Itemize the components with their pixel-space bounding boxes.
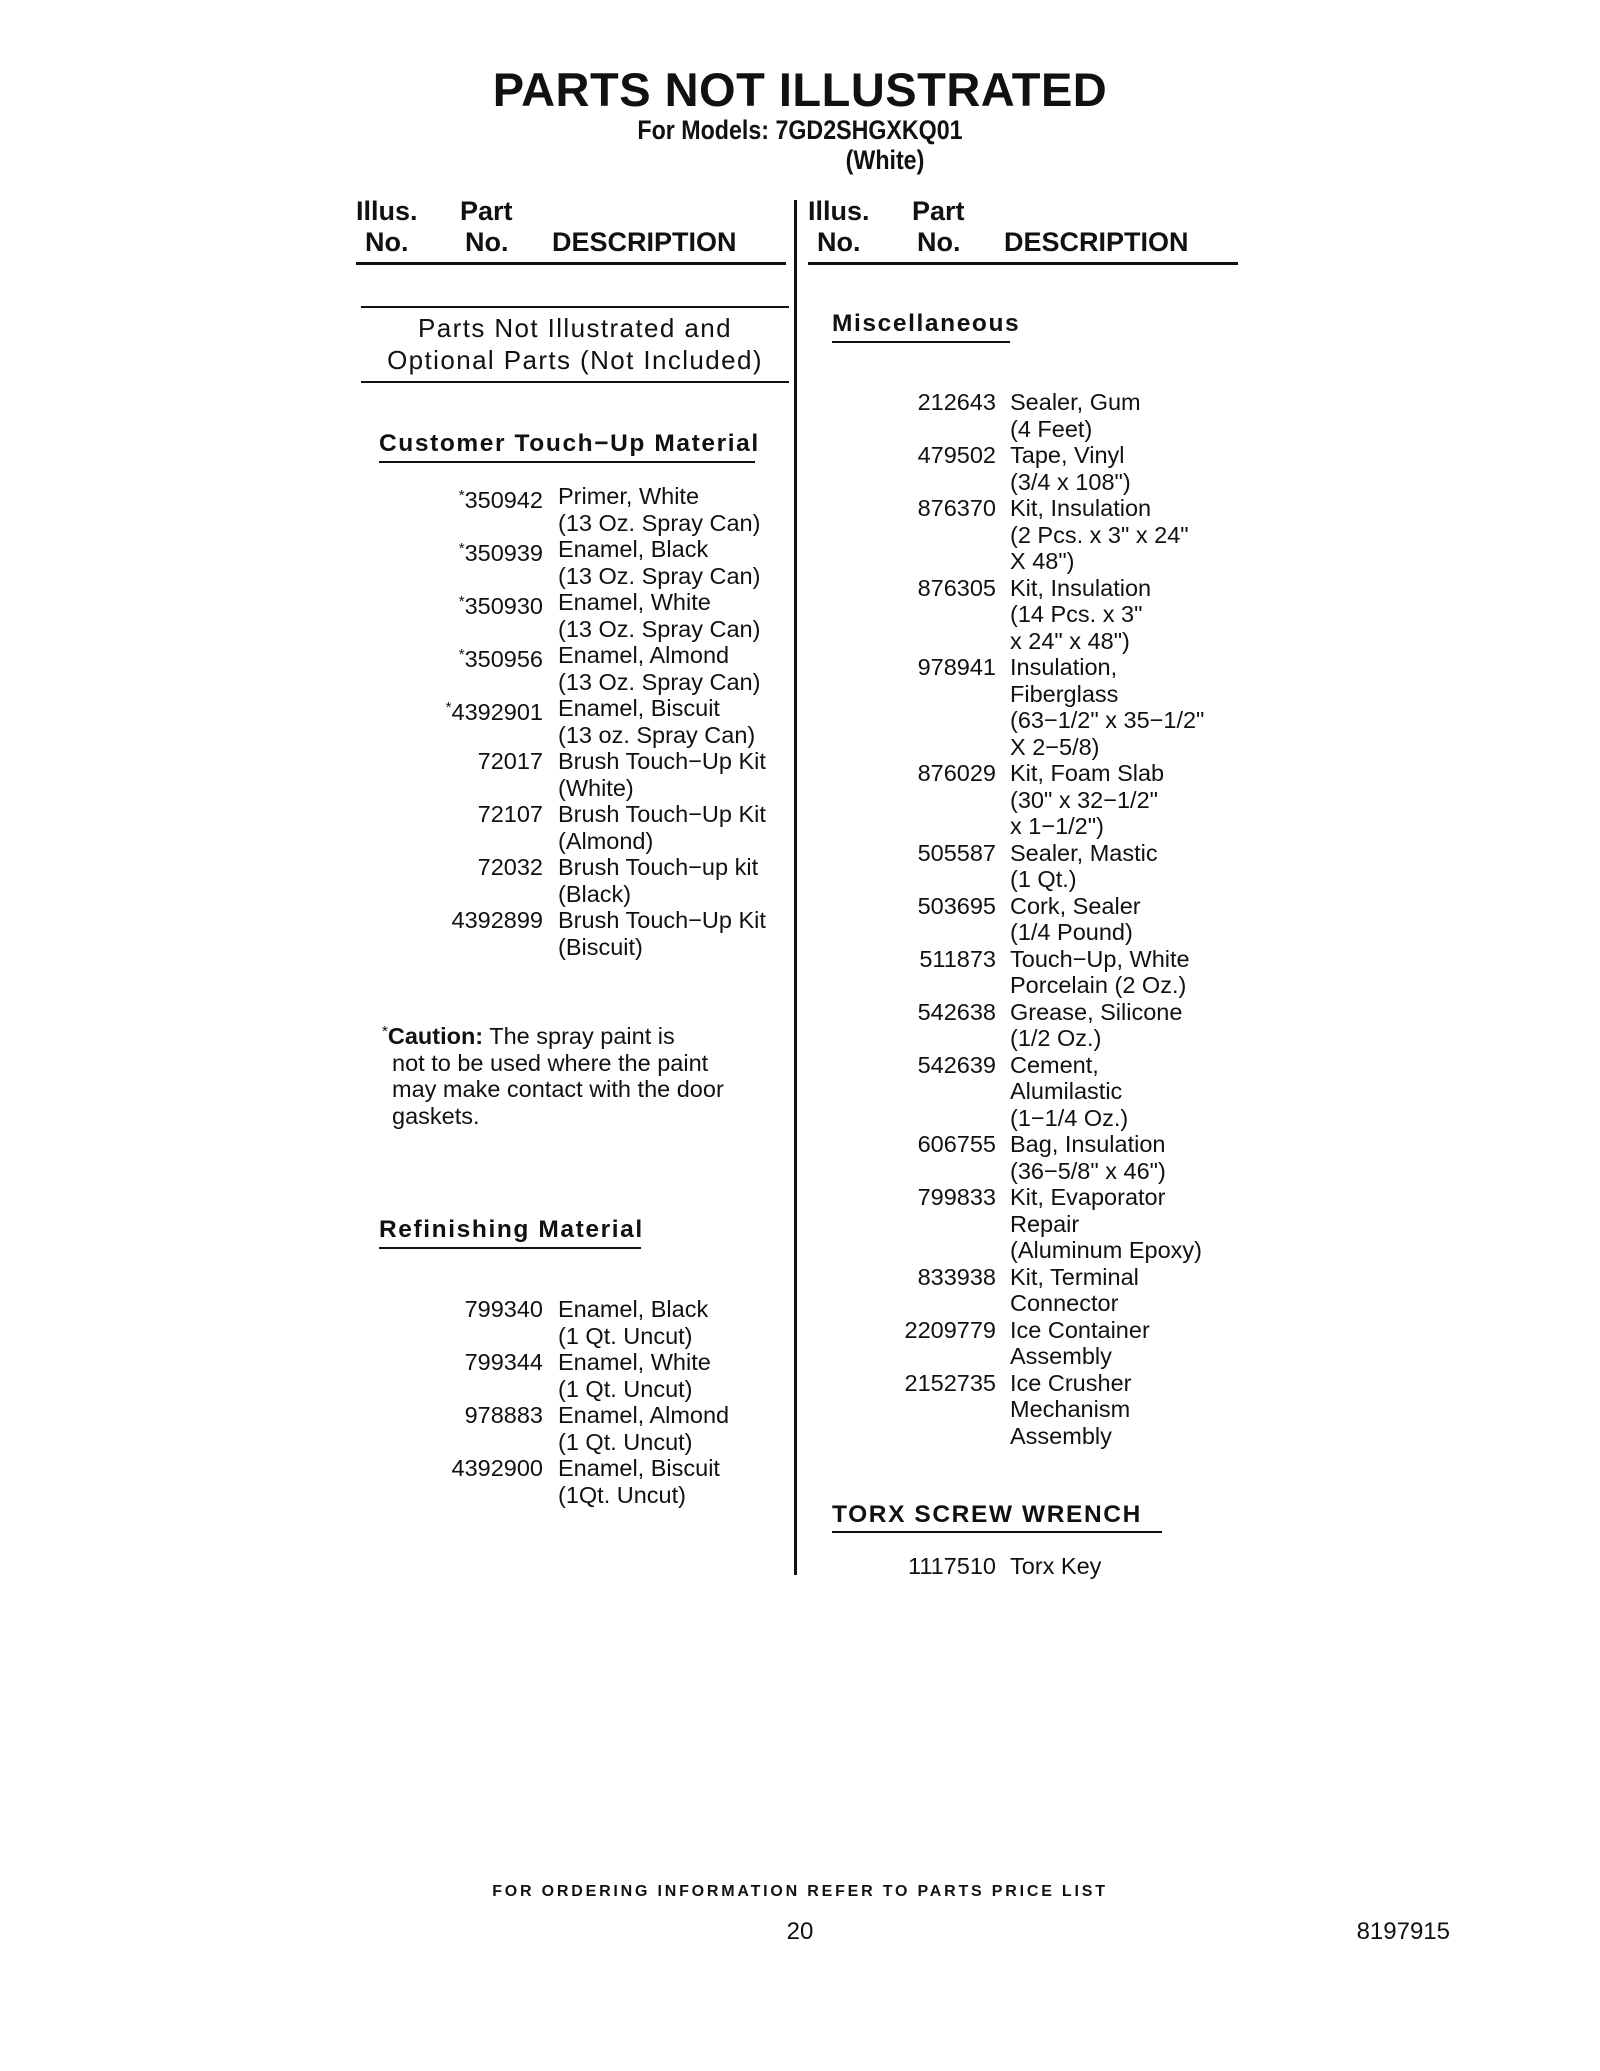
description-line: (13 Oz. Spray Can)	[558, 562, 761, 589]
part-number	[870, 389, 996, 416]
caution-label: Caution:	[387, 1023, 484, 1049]
description-line: (Biscuit)	[558, 933, 643, 960]
part-description	[558, 536, 760, 589]
description-line: Kit, Insulation	[1010, 495, 1152, 521]
right-header-rule	[808, 262, 1238, 265]
boxed-title-bottom-rule	[361, 381, 789, 383]
part-row	[870, 893, 1250, 946]
refinishing-section-title: Refinishing Material	[379, 1216, 644, 1243]
part-description	[558, 1402, 729, 1455]
part-number	[420, 748, 543, 775]
description-line: Kit, Terminal	[1010, 1263, 1139, 1290]
description-line: Ice Crusher	[1010, 1369, 1132, 1396]
part-row	[870, 1370, 1250, 1450]
part-number-text: 212643	[917, 389, 996, 415]
part-number-text: 1117510	[908, 1553, 996, 1579]
part-row	[420, 801, 800, 854]
asterisk-marker: *	[458, 540, 465, 557]
right-illus-header: Illus.	[808, 196, 870, 226]
part-row	[420, 1296, 800, 1349]
part-number-text: 799344	[464, 1349, 543, 1375]
part-number	[870, 495, 996, 522]
refinishing-list	[420, 1296, 800, 1508]
description-line: (Aluminum Epoxy)	[1010, 1237, 1202, 1263]
part-number	[870, 1370, 996, 1397]
part-number	[870, 1317, 996, 1344]
torx-section-rule	[832, 1531, 1162, 1533]
description-line: x 1−1/2")	[1010, 813, 1104, 839]
right-illus-no-header: No.	[817, 227, 861, 257]
asterisk-marker: *	[458, 593, 465, 610]
description-line: Enamel, White	[558, 1349, 711, 1375]
part-number-text: 350939	[464, 540, 543, 566]
touchup-list	[420, 483, 800, 960]
part-row	[870, 1553, 1250, 1580]
part-row	[420, 589, 800, 642]
description-line: Ice Container	[1010, 1316, 1150, 1343]
model-color: (White)	[845, 145, 925, 175]
description-line: (Black)	[558, 880, 632, 907]
part-description	[1010, 389, 1141, 442]
part-description	[1010, 1264, 1139, 1317]
torx-section-title: TORX SCREW WRENCH	[832, 1501, 1142, 1528]
part-description	[558, 695, 755, 748]
description-line: Assembly	[1010, 1422, 1112, 1449]
left-description-header: DESCRIPTION	[552, 227, 737, 257]
description-line: (1 Qt. Uncut)	[558, 1322, 693, 1349]
part-description	[1010, 999, 1182, 1052]
part-number	[420, 589, 543, 620]
part-row	[420, 1349, 800, 1402]
description-line: Insulation,	[1010, 654, 1118, 680]
ordering-footer: FOR ORDERING INFORMATION REFER TO PARTS PRICE LIST	[492, 1883, 1108, 1900]
part-description	[1010, 495, 1189, 575]
asterisk-marker: *	[445, 699, 452, 716]
models-line: For Models: 7GD2SHGXKQ01	[637, 115, 963, 145]
part-row	[870, 1184, 1250, 1264]
part-description	[558, 907, 766, 960]
part-number	[420, 801, 543, 828]
description-line: Sealer, Gum	[1010, 389, 1141, 415]
asterisk-marker: *	[458, 487, 465, 504]
description-line: Bag, Insulation	[1010, 1131, 1166, 1157]
part-number-text: 72032	[477, 854, 543, 880]
part-number	[420, 536, 543, 567]
caution-note	[382, 1019, 782, 1129]
description-line: (1 Qt. Uncut)	[558, 1428, 693, 1455]
misc-section-title: Miscellaneous	[832, 310, 1021, 337]
part-row	[870, 840, 1250, 893]
part-description	[558, 589, 760, 642]
misc-section-rule	[832, 341, 1010, 343]
misc-list	[870, 389, 1250, 1449]
part-number	[420, 1455, 543, 1482]
description-line: Kit, Evaporator	[1010, 1184, 1166, 1210]
description-line: Mechanism	[1010, 1396, 1131, 1422]
description-line: Kit, Foam Slab	[1010, 760, 1165, 786]
part-row	[420, 483, 800, 536]
description-line: Enamel, Black	[558, 536, 709, 562]
part-number	[870, 1184, 996, 1211]
part-number-text: 511873	[919, 945, 996, 972]
description-line: (30" x 32−1/2"	[1010, 786, 1158, 813]
part-number	[420, 854, 543, 881]
description-line: (White)	[558, 774, 634, 801]
description-line: (1Qt. Uncut)	[558, 1481, 686, 1508]
left-illus-header: Illus.	[356, 196, 418, 226]
part-description	[558, 1455, 720, 1508]
description-line: (13 Oz. Spray Can)	[558, 668, 761, 695]
description-line: Enamel, Biscuit	[558, 695, 720, 721]
part-number-text: 350930	[464, 593, 543, 619]
part-number-text: 2209779	[904, 1316, 996, 1343]
part-description	[1010, 1131, 1166, 1184]
description-line: (1 Qt.)	[1010, 866, 1077, 892]
part-description	[558, 1296, 708, 1349]
asterisk-marker: *	[458, 646, 465, 663]
part-number-text: 4392900	[451, 1455, 543, 1481]
part-number	[420, 1402, 543, 1429]
part-description	[1010, 1317, 1150, 1370]
part-number-text: 876029	[917, 760, 996, 786]
part-row	[420, 1402, 800, 1455]
description-line: Grease, Silicone	[1010, 998, 1183, 1025]
part-row	[420, 1455, 800, 1508]
part-description	[1010, 654, 1204, 760]
description-line: Porcelain (2 Oz.)	[1010, 972, 1187, 998]
left-part-no-header: No.	[465, 227, 509, 257]
part-number-text: 72107	[477, 801, 543, 827]
part-number-text: 4392901	[451, 699, 543, 725]
part-number-text: 542638	[917, 998, 996, 1025]
left-header-rule	[356, 262, 786, 265]
part-description	[558, 1349, 711, 1402]
part-description	[558, 854, 758, 907]
right-part-no-header: No.	[917, 227, 961, 257]
part-number-text: 542639	[917, 1051, 996, 1078]
description-line: X 2−5/8)	[1010, 733, 1100, 760]
description-line: Enamel, Almond	[558, 1402, 730, 1428]
description-line: (1/4 Pound)	[1010, 919, 1133, 945]
description-line: (63−1/2" x 35−1/2"	[1010, 707, 1205, 733]
description-line: (1 Qt. Uncut)	[558, 1375, 693, 1402]
description-line: Enamel, Almond	[558, 642, 730, 668]
part-description	[558, 801, 766, 854]
caution-line: gaskets.	[392, 1102, 480, 1129]
description-line: Kit, Insulation	[1010, 574, 1152, 601]
boxed-title-top-rule	[361, 306, 789, 308]
part-description	[1010, 760, 1164, 840]
document-number: 8197915	[1356, 1918, 1450, 1945]
touchup-section-rule	[379, 461, 755, 463]
description-line: Tape, Vinyl	[1010, 442, 1125, 468]
description-line: Primer, White	[558, 483, 700, 509]
page-number: 20	[786, 1918, 814, 1945]
caution-line: not to be used where the paint	[392, 1049, 709, 1076]
description-line: Enamel, Biscuit	[558, 1455, 720, 1481]
torx-list	[870, 1553, 1250, 1580]
part-description	[1010, 893, 1141, 946]
part-description	[1010, 946, 1190, 999]
part-row	[420, 907, 800, 960]
part-number	[420, 1296, 543, 1323]
part-description	[1010, 840, 1158, 893]
description-line: (1−1/4 Oz.)	[1010, 1104, 1129, 1131]
part-number-text: 479502	[917, 442, 996, 468]
description-line: Alumilastic	[1010, 1078, 1123, 1104]
part-number-text: 350942	[464, 487, 543, 513]
part-number-text: 799340	[464, 1296, 543, 1322]
part-number	[870, 1264, 996, 1291]
part-number-text: 350956	[464, 646, 543, 672]
description-line: X 48")	[1010, 548, 1075, 574]
part-row	[420, 642, 800, 695]
part-number	[870, 1052, 996, 1079]
description-line: Enamel, White	[558, 589, 711, 615]
description-line: Cement,	[1010, 1051, 1099, 1078]
caution-line: The spray paint is	[489, 1023, 675, 1049]
part-description	[1010, 1553, 1101, 1580]
boxed-title: Parts Not Illustrated and Optional Parts (Not Included)	[387, 313, 763, 375]
description-line: Assembly	[1010, 1343, 1112, 1369]
description-line: Fiberglass	[1010, 680, 1119, 707]
part-number-text: 606755	[917, 1131, 996, 1157]
part-number-text: 978883	[464, 1402, 543, 1428]
description-line: Brush Touch−Up Kit	[558, 748, 766, 774]
description-line: (2 Pcs. x 3" x 24"	[1010, 521, 1189, 548]
description-line: Cork, Sealer	[1010, 892, 1141, 919]
part-row	[420, 536, 800, 589]
part-number-text: 876305	[917, 574, 996, 601]
part-number-text: 505587	[917, 839, 996, 866]
part-row	[870, 1131, 1250, 1184]
part-number	[420, 695, 543, 726]
description-line: (36−5/8" x 46")	[1010, 1157, 1166, 1184]
part-row	[870, 442, 1250, 495]
part-number	[870, 1553, 996, 1580]
description-line: (3/4 x 108")	[1010, 468, 1131, 495]
description-line: x 24" x 48")	[1010, 627, 1130, 654]
part-row	[870, 1264, 1250, 1317]
part-row	[870, 575, 1250, 655]
description-line: (13 Oz. Spray Can)	[558, 509, 761, 536]
part-number	[420, 483, 543, 514]
part-number	[420, 907, 543, 934]
part-number-text: 2152735	[904, 1369, 996, 1396]
description-line: Sealer, Mastic	[1010, 839, 1158, 866]
part-number	[870, 946, 996, 973]
part-row	[870, 946, 1250, 999]
part-number	[870, 442, 996, 469]
description-line: Enamel, Black	[558, 1296, 709, 1322]
description-line: Brush Touch−up kit	[558, 854, 759, 880]
part-number	[870, 760, 996, 787]
part-number	[870, 893, 996, 920]
part-description	[558, 483, 760, 536]
part-number-text: 4392899	[451, 907, 543, 933]
caution-line: may make contact with the door	[392, 1076, 724, 1102]
description-line: Repair	[1010, 1210, 1080, 1237]
part-number	[420, 642, 543, 673]
part-row	[870, 495, 1250, 575]
description-line: (Almond)	[558, 827, 654, 854]
part-row	[420, 695, 800, 748]
left-illus-no-header: No.	[365, 227, 409, 257]
description-line: Torx Key	[1010, 1553, 1102, 1579]
part-row	[870, 654, 1250, 760]
part-description	[558, 642, 760, 695]
part-description	[1010, 1184, 1202, 1264]
description-line: (4 Feet)	[1010, 415, 1093, 442]
part-number-text: 799833	[917, 1184, 996, 1210]
caution-star: *	[382, 1023, 388, 1040]
part-number	[870, 1131, 996, 1158]
part-row	[870, 389, 1250, 442]
part-row	[870, 1052, 1250, 1132]
part-row	[870, 999, 1250, 1052]
description-line: (1/2 Oz.)	[1010, 1025, 1102, 1051]
part-number-text: 978941	[917, 654, 996, 680]
part-number-text: 503695	[917, 892, 996, 919]
part-number-text: 833938	[917, 1263, 996, 1290]
part-number	[870, 575, 996, 602]
part-number-text: 876370	[917, 495, 996, 521]
part-number	[870, 999, 996, 1026]
description-line: Brush Touch−Up Kit	[558, 801, 766, 827]
part-description	[558, 748, 766, 801]
part-row	[420, 854, 800, 907]
description-line: Brush Touch−Up Kit	[558, 907, 766, 933]
part-number	[870, 840, 996, 867]
part-row	[870, 760, 1250, 840]
part-row	[420, 748, 800, 801]
right-part-header: Part	[912, 196, 965, 226]
page-title: PARTS NOT ILLUSTRATED	[492, 63, 1108, 116]
part-description	[1010, 575, 1151, 655]
description-line: Touch−Up, White	[1010, 945, 1190, 972]
part-description	[1010, 442, 1131, 495]
part-number	[870, 654, 996, 681]
description-line: (13 oz. Spray Can)	[558, 721, 756, 748]
part-description	[1010, 1370, 1131, 1450]
left-part-header: Part	[460, 196, 513, 226]
touchup-section-title: Customer Touch−Up Material	[379, 430, 760, 457]
refinishing-section-rule	[379, 1247, 641, 1249]
description-line: (14 Pcs. x 3"	[1010, 601, 1143, 627]
part-description	[1010, 1052, 1128, 1132]
right-description-header: DESCRIPTION	[1004, 227, 1189, 257]
description-line: (13 Oz. Spray Can)	[558, 615, 761, 642]
description-line: Connector	[1010, 1290, 1119, 1316]
part-number-text: 72017	[477, 748, 543, 774]
part-number	[420, 1349, 543, 1376]
part-row	[870, 1317, 1250, 1370]
